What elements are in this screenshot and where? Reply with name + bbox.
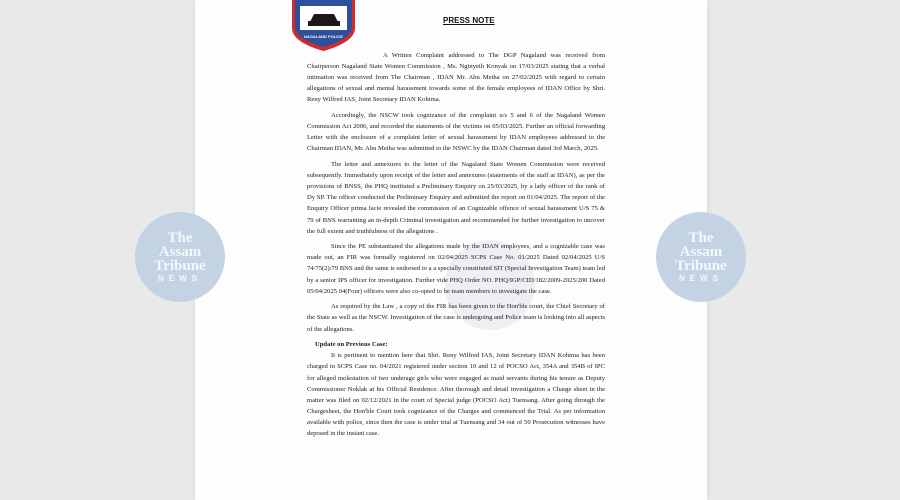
watermark-line1: The — [688, 229, 714, 246]
paragraph-3: The letter and annexures to the letter of the Nagaland State Women Commission were received subsequently. Immediately upon receipt of the letter and annexures (statements of the staff at IDAN), as per the provisions of BNSS, the PHQ instituted a Preliminary Enquiry on 25/03/2025, by a lady officer of the rank of Dy SP. The officer conducted the Preliminary Enquiry and submitted the report on 01/04/2025. The report of the Enquiry Officer prima facie revealed the commission of an Cognizable offence of sexual harassment U/S 75 & 79 of BNS warranting an in-depth Criminal investigation and recommended for further investigation to uncover the full extent and truthfulness of the allegations . — [307, 161, 605, 235]
watermark-line2: Assam — [158, 243, 202, 260]
press-note-page — [195, 0, 707, 500]
watermark-badge-right — [656, 212, 746, 302]
watermark-line3: Tribune — [154, 257, 206, 274]
watermark-line1: The — [167, 229, 193, 246]
paragraph-1: A Written Complaint addressed to The DGP Nagaland was received from Chairperson Nagaland State Women Commission , Ms. Nginyeih Konyak on 17/03/2025 stating that a verbal intimation was received from The Chairman , IDAN Mr. Abu Metha on 27/02/2025 with regard to certain allegations of sexual and mental harassment towards some of the female employees of IDAN Office by Shri. Reny Wilfred IAS, Joint Secretary IDAN Kohima. — [307, 52, 605, 104]
watermark-line4: NEWS — [679, 273, 723, 283]
watermark-badge-left — [135, 212, 225, 302]
watermark-line4: NEWS — [158, 273, 202, 283]
watermark-line3: Tribune — [675, 257, 727, 274]
paragraph-2: Accordingly, the NSCW took cognizance of the complaint u/s 5 and 6 of the Nagaland Women Commission Act 2006, and recorded the statements of the victims on 05/03/2025. Further an official forwarding Letter with the enclosure of a complaint letter of sexual harassment by IDAN employees addressed to the Chairman IDAN, Mr. Abu Metha was submitted to the NSWC by the IDAN Chairman dated 3rd March, 2025. — [307, 112, 605, 153]
paragraph-5: As required by the Law , a copy of the FIR has been given to the Hon'ble court, the Chief Secretary of the State as well as the NSCW. Investigation of the case is undergoing and Police team is looking into all aspects of the allegations. — [307, 303, 605, 333]
watermark-line2: Assam — [679, 243, 723, 260]
emblem-caption: NAGALAND POLICE — [304, 34, 343, 39]
nagaland-police-emblem-icon — [290, 0, 357, 52]
document-body — [307, 50, 605, 444]
page-title: PRESS NOTE — [443, 16, 495, 25]
section-subheading: Update on Previous Case: — [315, 341, 388, 349]
paragraph-6: It is pertinent to mention here that Shri. Reny Wilfred IAS, Joint Secretary IDAN Kohima has been charged in SCPS Case no. 04/2021 registered under section 10 and 12 of POCSO Act, 354A and 354B of IPC for alleged molestation of two underage girls who were engaged as maid servants during his tenure as Deputy Commissioner Noklak at his Official Residence. After thorough and detail investigation a Charge sheet in the matter was filed on 02/12/2021 in the court of Special judge (POCSO Act) Tuensang. After going through the Chargesheet, the Hon'ble Court took cognizance of the Charges and commenced the Trial. As per information available with police, since then the case is under trial at Tuensang and 34 out of 50 Prosecution witnesses have deposed in the instant case. — [307, 352, 605, 437]
paragraph-4: Since the PE substantiated the allegations made by the IDAN employees, and a cognizable case was made out, an FIR was formally registered on 02/04/2025 SCPS Case No. 01/2025 Dated 02/04/2025 U/S 74/75(2)/79 BNS and the same is endorsed to a a specially constituted SIT (Special Investigation Team) team led by a senior IPS officer for investigation. Further vide PHQ Order NO. PHQ/IGP/CID/182/2009-2025/200 Dated 05/04/2025 04(Four) officers were also co-opted to be team members to investigate the case. — [307, 243, 605, 295]
